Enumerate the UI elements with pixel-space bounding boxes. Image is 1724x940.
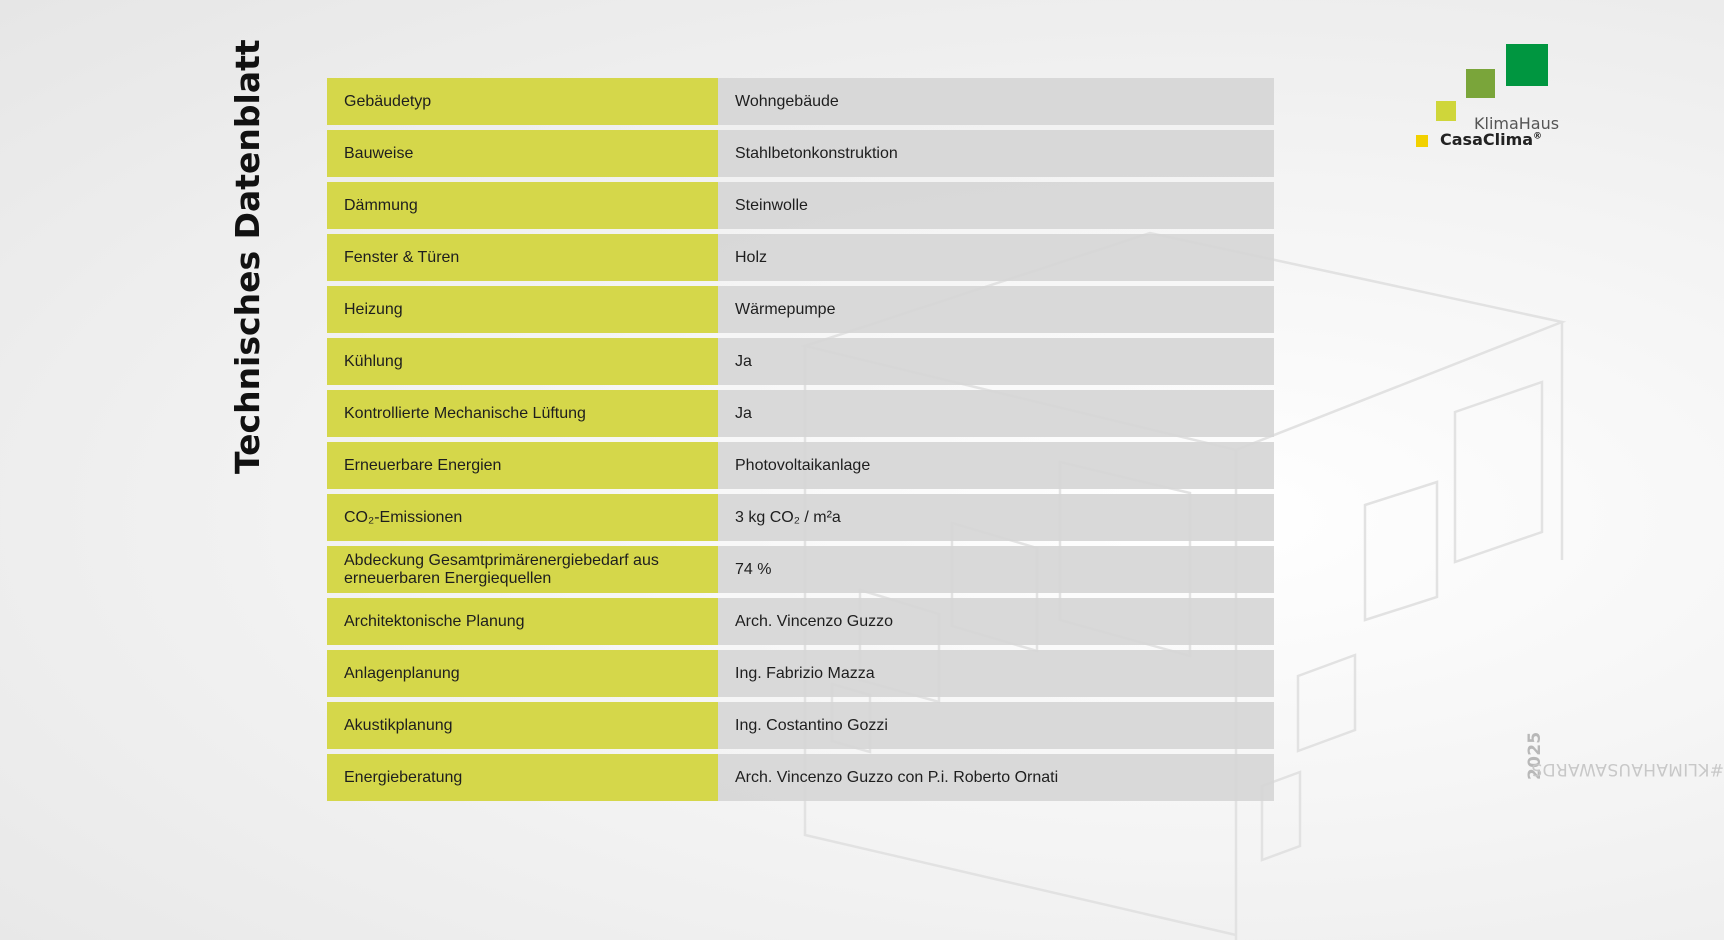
row-label: Heizung (327, 286, 718, 333)
table-row (327, 650, 1274, 697)
row-value: Arch. Vincenzo Guzzo con P.i. Roberto Ornati (718, 754, 1274, 801)
table-row (327, 182, 1274, 229)
logo-square-large (1506, 44, 1548, 86)
row-label: Kühlung (327, 338, 718, 385)
row-value: Stahlbetonkonstruktion (718, 130, 1274, 177)
logo-square-tiny (1416, 135, 1428, 147)
row-label: Akustikplanung (327, 702, 718, 749)
row-label: Abdeckung Gesamtprimärenergiebedarf aus erneuerbaren Energiequellen (327, 546, 718, 593)
row-label: CO₂-Emissionen (327, 494, 718, 541)
logo-text-casaclima: CasaClima® (1440, 130, 1543, 149)
table-row (327, 754, 1274, 801)
logo-text-klimahaus: KlimaHaus (1474, 114, 1560, 133)
row-value: 74 % (718, 546, 1274, 593)
row-value: Wärmepumpe (718, 286, 1274, 333)
row-value: Holz (718, 234, 1274, 281)
row-value: Ja (718, 390, 1274, 437)
table-row (327, 338, 1274, 385)
row-label: Energieberatung (327, 754, 718, 801)
hashtag-text: #KLIMAHAUSAWARDS (1531, 759, 1724, 779)
row-value: Ing. Costantino Gozzi (718, 702, 1274, 749)
table-row (327, 390, 1274, 437)
row-value: Ja (718, 338, 1274, 385)
row-label: Fenster & Türen (327, 234, 718, 281)
hashtag-awards (1524, 580, 1724, 780)
row-value: Steinwolle (718, 182, 1274, 229)
page-title: Technisches Datenblatt (228, 39, 267, 474)
row-label: Bauweise (327, 130, 718, 177)
table-row (327, 494, 1274, 541)
logo-square-small (1436, 101, 1456, 121)
row-value: Ing. Fabrizio Mazza (718, 650, 1274, 697)
data-table (327, 78, 1274, 806)
row-label: Gebäudetyp (327, 78, 718, 125)
row-value: Arch. Vincenzo Guzzo (718, 598, 1274, 645)
table-row (327, 286, 1274, 333)
row-label: Anlagenplanung (327, 650, 718, 697)
table-row (327, 546, 1274, 593)
row-label: Kontrollierte Mechanische Lüftung (327, 390, 718, 437)
logo-square-medium (1466, 69, 1495, 98)
row-label: Erneuerbare Energien (327, 442, 718, 489)
table-row (327, 442, 1274, 489)
row-label: Architektonische Planung (327, 598, 718, 645)
table-row (327, 130, 1274, 177)
hashtag-year: 2025 (1525, 731, 1545, 780)
table-row (327, 78, 1274, 125)
table-row (327, 598, 1274, 645)
row-value: 3 kg CO₂ / m²a (718, 494, 1274, 541)
row-value: Photovoltaikanlage (718, 442, 1274, 489)
row-value: Wohngebäude (718, 78, 1274, 125)
table-row (327, 234, 1274, 281)
table-row (327, 702, 1274, 749)
row-label: Dämmung (327, 182, 718, 229)
